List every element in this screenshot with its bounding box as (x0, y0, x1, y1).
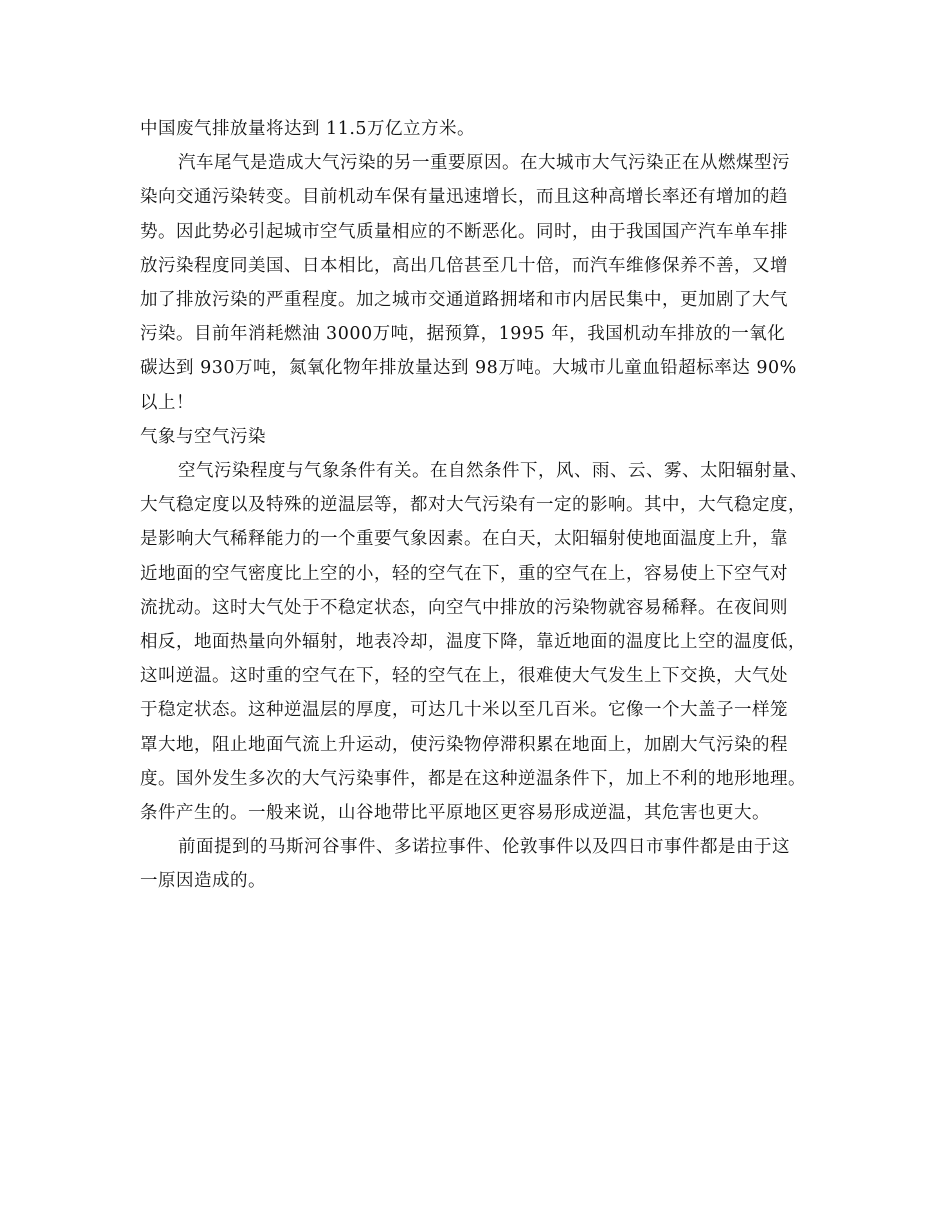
text-line: 罩大地，阻止地面气流上升运动，使污染物停滞积累在地面上，加剧大气污染的程 (140, 734, 788, 755)
text-line: 度。国外发生多次的大气污染事件，都是在这种逆温条件下，加上不利的地形地理。 (140, 768, 806, 789)
text-line: 加了排放污染的严重程度。加之城市交通道路拥堵和市内居民集中，更加剧了大气 (140, 290, 788, 311)
text-line: 这叫逆温。这时重的空气在下，轻的空气在上，很难使大气发生上下交换，大气处 (140, 666, 788, 687)
paragraph-conclusion (140, 830, 820, 898)
text-line: 相反，地面热量向外辐射，地表冷却，温度下降，靠近地面的温度比上空的温度低， (140, 632, 806, 653)
text-line: 流扰动。这时大气处于不稳定状态，向空气中排放的污染物就容易稀释。在夜间则 (140, 597, 788, 618)
text-line: 以上！ (140, 392, 194, 413)
text-line: 大气稳定度以及特殊的逆温层等，都对大气污染有一定的影响。其中，大气稳定度， (140, 495, 806, 516)
document-page (140, 112, 820, 899)
text-line: 碳达到 930万吨，氮氧化物年排放量达到 98万吨。大城市儿童血铅超标率达 90% (140, 358, 797, 379)
text-line: 污染。目前年消耗燃油 3000万吨，据预算，1995 年，我国机动车排放的一氧化 (140, 324, 786, 345)
text-line: 前面提到的马斯河谷事件、多诺拉事件、伦敦事件以及四日市事件都是由于这 (178, 837, 790, 858)
paragraph-vehicle-exhaust (140, 146, 820, 420)
text-line: 条件产生的。一般来说，山谷地带比平原地区更容易形成逆温，其危害也更大。 (140, 803, 770, 824)
paragraph-meteorology (140, 454, 820, 830)
text-line: 近地面的空气密度比上空的小，轻的空气在下，重的空气在上，容易使上下空气对 (140, 563, 788, 584)
text-line: 空气污染程度与气象条件有关。在自然条件下，风、雨、云、雾、太阳辐射量、 (178, 461, 808, 482)
text-line: 中国废气排放量将达到 11.5万亿立方米。 (140, 119, 476, 139)
text-line: 是影响大气稀释能力的一个重要气象因素。在白天，太阳辐射使地面温度上升，靠 (140, 529, 788, 550)
text-line: 染向交通污染转变。目前机动车保有量迅速增长，而且这种高增长率还有增加的趋 (140, 187, 788, 208)
text-line: 放污染程度同美国、日本相比，高出几倍甚至几十倍，而汽车维修保养不善，又增 (140, 255, 788, 276)
text-line: 于稳定状态。这种逆温层的厚度，可达几十米以至几百米。它像一个大盖子一样笼 (140, 700, 788, 721)
section-heading: 气象与空气污染 (140, 426, 266, 447)
text-line: 一原因造成的。 (140, 871, 266, 892)
text-line: 势。因此势必引起城市空气质量相应的不断恶化。同时，由于我国国产汽车单车排 (140, 221, 788, 242)
text-line: 汽车尾气是造成大气污染的另一重要原因。在大城市大气污染正在从燃煤型污 (178, 153, 790, 174)
